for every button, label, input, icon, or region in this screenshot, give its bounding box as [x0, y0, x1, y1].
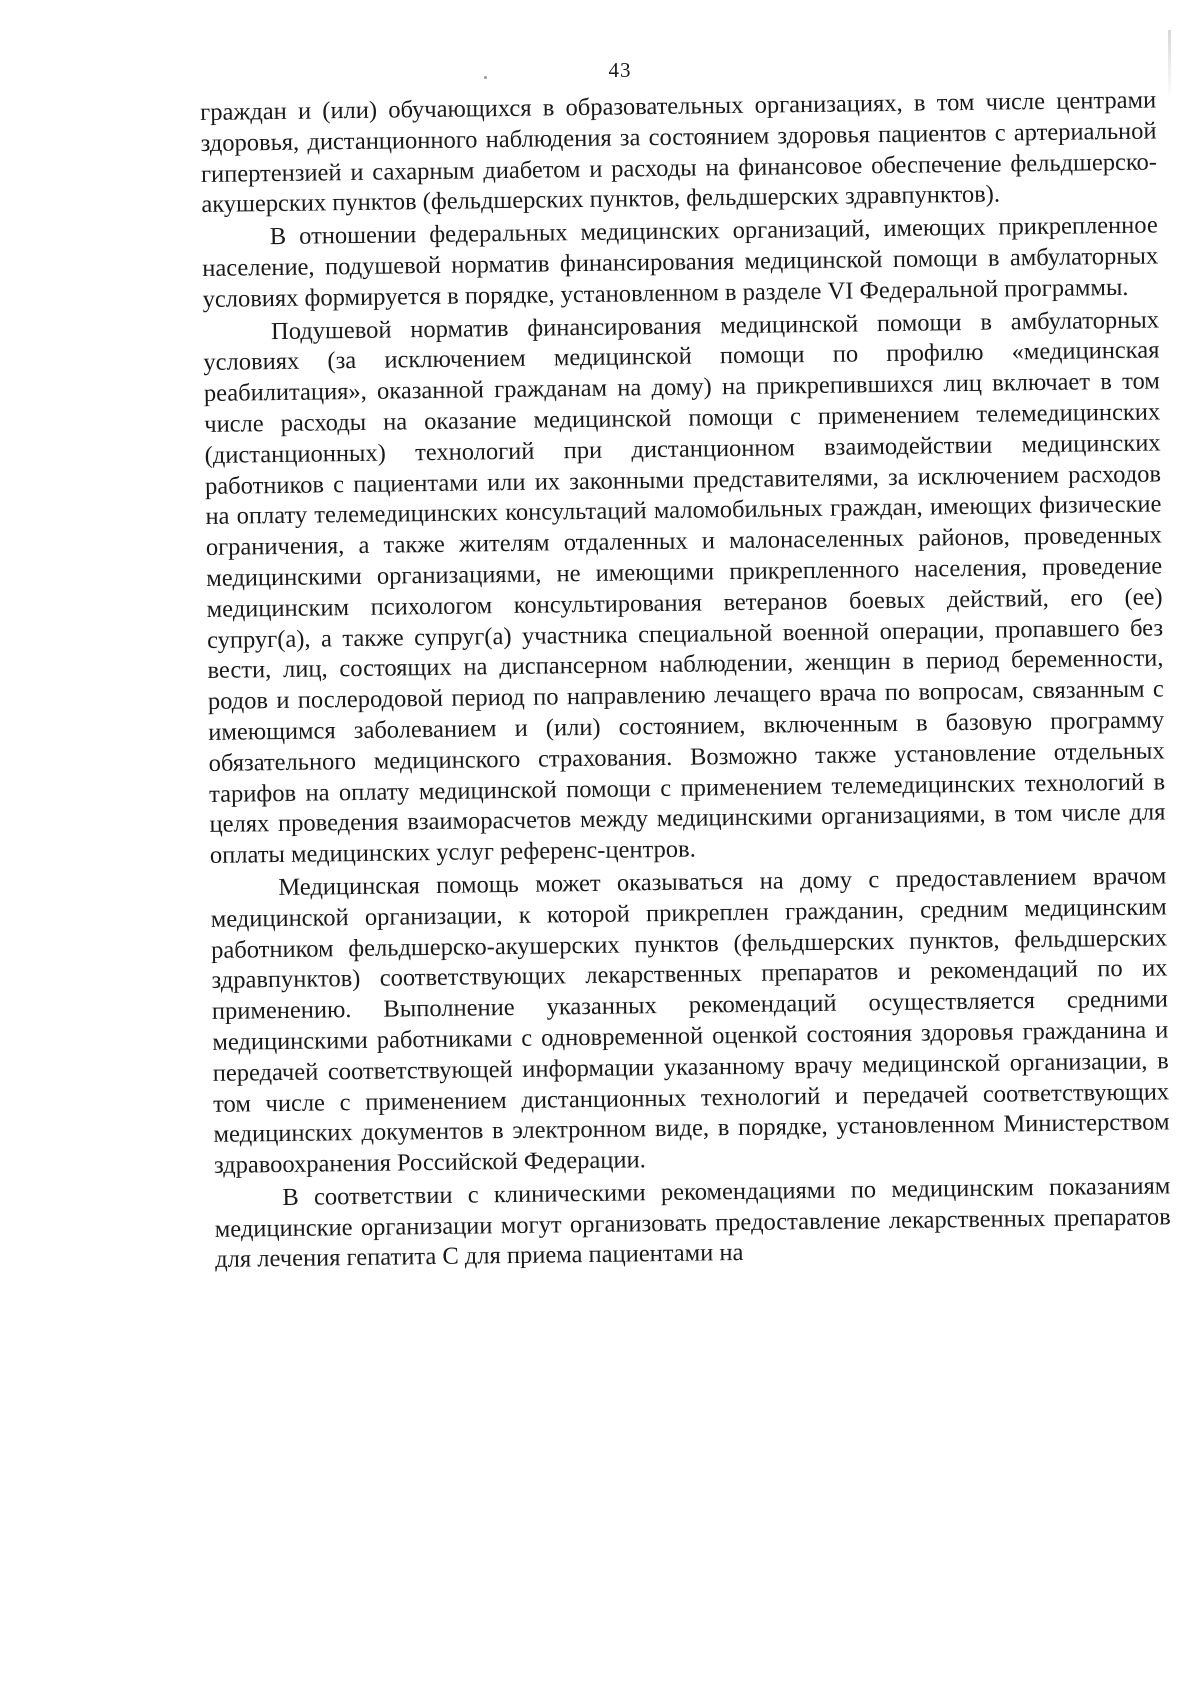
paragraph-2: В отношении федеральных медицинских организаций, имеющих прикрепленное население, подушевой норматив финансирования медицинской помощи в амбулаторных условиях формируется в порядке, установленном в разделе VI Федеральной программы. [202, 211, 1159, 313]
paragraph-3: Подушевой норматив финансирования медицинской помощи в амбулаторных условиях (за исключением медицинской помощи по профилю «медицинская реабилитация», оказанной гражданам на дому) на прикрепившихся лиц включает в том числе расходы на оказание медицинской помощи с применением телемедицинских (дистанционных) технологий при дистанционном взаимодействии медицинских работников с пациентами или их законными представителями, за исключением расходов на оплату телемедицинских консультаций маломобильных граждан, имеющих физические ограничения, а также жителям отдаленных и малонаселенных районов, проведенных медицинскими организациями, не имеющими прикрепленного населения, проведение медицинским психологом консультирования ветеранов боевых действий, его (ее) супруг(а), а также супруг(а) участника специальной военной операции, пропавшего без вести, лиц, состоящих на диспансерном наблюдении, женщин в период беременности, родов и послеродовой период по направлению лечащего врача по вопросам, связанным с имеющимся заболеванием и (или) состоянием, включенным в базовую программу обязательного медицинского страхования. Возможно также установление отдельных тарифов на оплату медицинской помощи с применением телемедицинских технологий в целях проведения взаиморасчетов между медицинскими организациями, в том числе для оплаты медицинских услуг референс-центров. [203, 306, 1166, 870]
paragraph-4: Медицинская помощь может оказываться на дому с предоставлением врачом медицинской организации, к которой прикреплен гражданин, средним медицинским работником фельдшерско-акушерских пунктов (фельдшерских пунктов, фельдшерских здравпунктов) соответствующих лекарственных препаратов и рекомендаций по их применению. Выполнение указанных рекомендаций осуществляется средними медицинскими работниками с одновременной оценкой состояния здоровья гражданина и передачей соответствующей информации указанному врачу медицинской организации, в том числе с применением дистанционных технологий и передачей соответствующих медицинских документов в электронном виде, в порядке, установленном Министерством здравоохранения Российской Федерации. [210, 862, 1170, 1180]
paragraph-1: граждан и (или) обучающихся в образовательных организациях, в том числе центрами здоровья, дистанционного наблюдения за состоянием здоровья пациентов с артериальной гипертензией и сахарным диабетом и расходы на финансовое обеспечение фельдшерско-акушерских пунктов (фельдшерских пунктов, фельдшерских здравпунктов). [200, 86, 1158, 219]
paragraph-5: В соответствии с клиническими рекомендациями по медицинским показаниям медицинские организации могут организовать предоставление лекарственных препаратов для лечения гепатита С для приема пациентами на [214, 1172, 1171, 1274]
document-body [200, 85, 1171, 1276]
page-number: 43 [608, 58, 632, 82]
